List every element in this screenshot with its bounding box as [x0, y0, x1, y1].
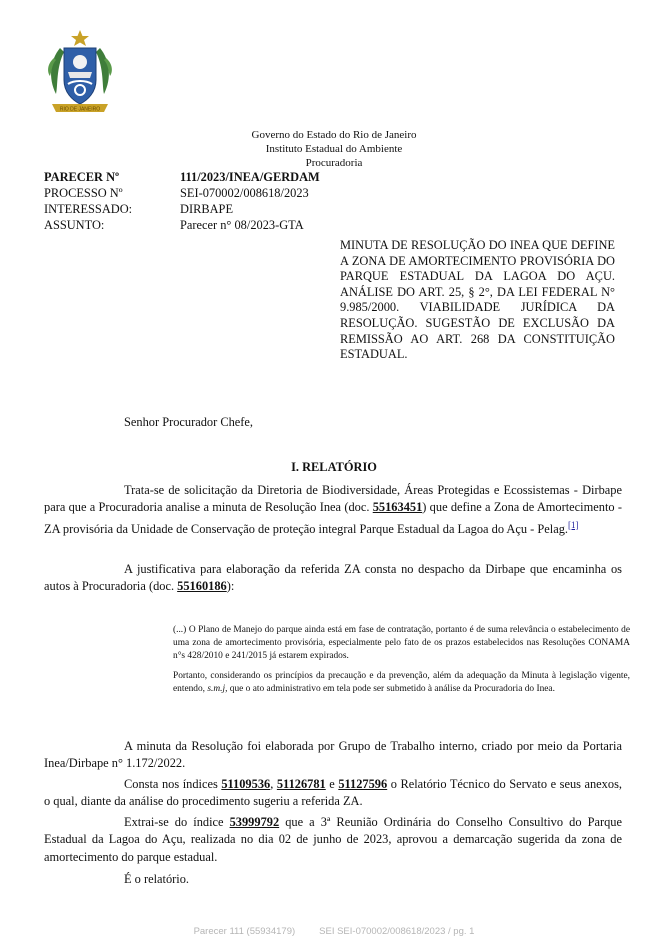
salutation: Senhor Procurador Chefe,: [124, 415, 254, 429]
doc-link-55160186[interactable]: 55160186: [177, 579, 227, 594]
agency-line-government: Governo do Estado do Rio de Janeiro: [251, 129, 417, 141]
paragraph-justificativa: A justificativa para elaboração da referida ZA consta no despacho da Dirbape que encaminha os autos à Procuradoria (doc. 55160186):: [44, 562, 622, 594]
doc-link-51126781[interactable]: 51126781: [276, 777, 326, 791]
agency-line-institute: Instituto Estadual do Ambiente: [265, 143, 403, 155]
paragraph-indices: Consta nos índices 51109536, 51126781 e 51127596 o Relatório Técnico do Servato e seus anexos, o qual, diante da análise do procedimento sugeriu a referida ZA.: [44, 777, 622, 809]
doc-link-55163451[interactable]: 55163451: [372, 500, 423, 515]
paragraph-solicitacao: Trata-se de solicitação da Diretoria de Biodiversidade, Áreas Protegidas e Ecossistemas - Dirbape para que a Procuradoria analise a minuta de Resolução Inea (doc. 55163451) que define a Zona de Amortecimento - ZA provisória da Unidade de Conservação de proteção integral Parque Estadual da Lagoa do Açu - Pelag.[1]: [44, 483, 622, 536]
coat-of-arms-icon: [44, 28, 116, 120]
ementa-summary: MINUTA DE RESOLUÇÃO DO INEA QUE DEFINE A ZONA DE AMORTECIMENTO PROVISÓRIA DO PARQUE ESTADUAL DA LAGOA DO AÇU. ANÁLISE DO ART. 25, § 2°, DA LEI FEDERAL N° 9.985/2000. VIABILIDADE JURÍDICA DA RESOLUÇÃO. SUGESTÃO DE EXCLUSÃO DA REMISSÃO AO ART. 268 DA CONSTITUIÇÃO ESTADUAL.: [340, 238, 615, 362]
paragraph-conselho: Extrai-se do índice 53999792 que a 3ª Reunião Ordinária do Conselho Consultivo do Parque Estadual da Lagoa do Açu, realizada no dia 02 de junho de 2023, aprovou a demarcação sugerida da zona de amortecimento do parque estadual.: [44, 815, 622, 864]
footer-document-id: Parecer 111 (55934179): [193, 926, 296, 937]
interessado-label: INTERESSADO:: [44, 202, 133, 216]
closing-line: É o relatório.: [124, 872, 190, 886]
assunto-value: Parecer n° 08/2023-GTA: [180, 218, 304, 232]
parecer-label: PARECER Nº: [44, 170, 120, 184]
footnote-link[interactable]: [1]: [568, 519, 579, 530]
page-footer: [0, 926, 668, 937]
paragraph-grupo-trabalho: A minuta da Resolução foi elaborada por Grupo de Trabalho interno, criado por meio da Portaria Inea/Dirbape n° 1.172/2022.: [44, 739, 622, 771]
assunto-label: ASSUNTO:: [44, 218, 105, 232]
footer-process-page: SEI SEI-070002/008618/2023 / pg. 1: [319, 926, 475, 937]
svg-text:RIO DE JANEIRO: RIO DE JANEIRO: [59, 106, 101, 113]
section-title-relatorio: I. RELATÓRIO: [291, 460, 377, 474]
processo-label: PROCESSO Nº: [44, 186, 123, 200]
doc-link-53999792[interactable]: 53999792: [229, 815, 280, 829]
quote-precaucao: Portanto, considerando os princípios da precaução e da prevenção, além da adequação da Minuta à legislação vigente, entendo, s.m.j, que o ato administrativo em tela pode ser submetido à análise da Procuradoria do Inea.: [173, 671, 630, 694]
interessado-value: DIRBAPE: [180, 202, 234, 216]
processo-number: SEI-070002/008618/2023: [180, 186, 309, 200]
agency-line-department: Procuradoria: [305, 157, 363, 169]
parecer-number: 111/2023/INEA/GERDAM: [180, 170, 320, 184]
doc-link-51109536[interactable]: 51109536: [221, 777, 271, 791]
doc-link-51127596[interactable]: 51127596: [338, 777, 388, 791]
quote-plano-manejo: (...) O Plano de Manejo do parque ainda está em fase de contratação, portanto é de suma relevância o estabelecimento de uma zona de amortecimento provisória, especialmente pelo fato de os prazos estabelecidos nas Resoluções CONAMA n°s 428/2010 e 241/2015 já estarem expirados.: [173, 625, 630, 661]
